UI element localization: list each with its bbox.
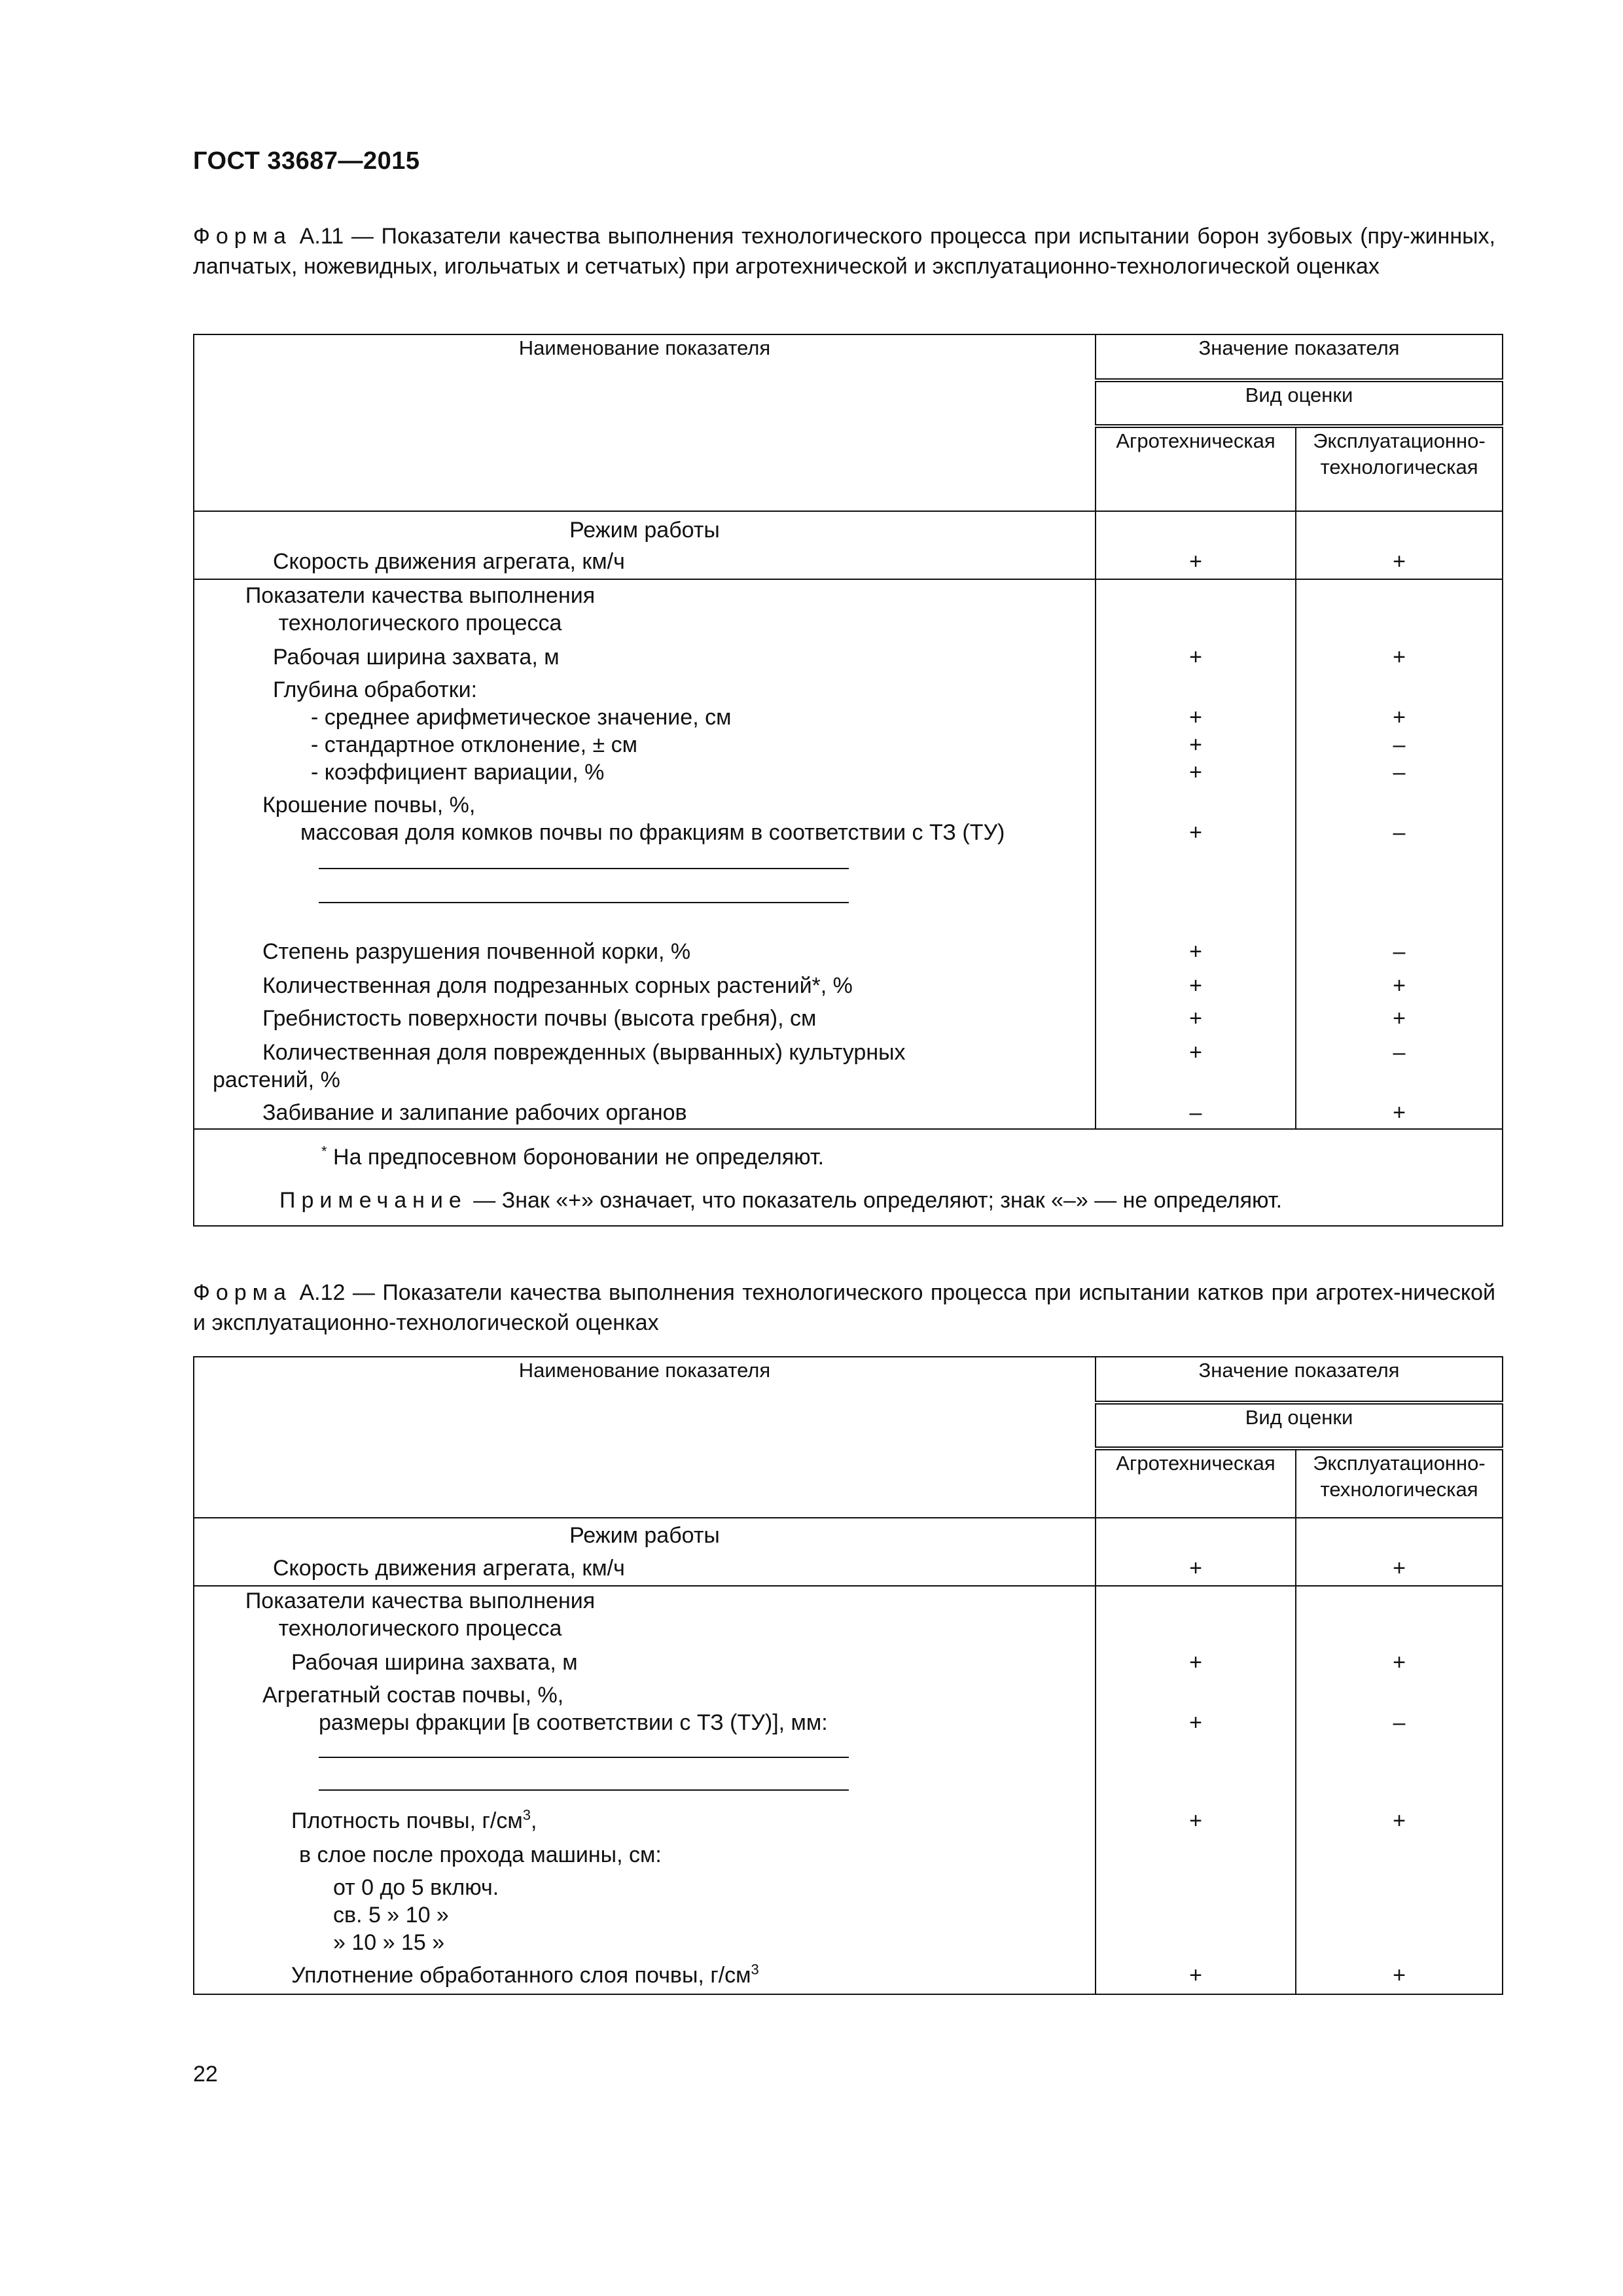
row-mark-expl: + <box>1393 549 1406 574</box>
row-mark-agro: + <box>1189 760 1202 785</box>
row-mark-agro: + <box>1189 1710 1202 1735</box>
col-header-expl <box>1296 1448 1503 1518</box>
mode-section-agro <box>1096 511 1296 579</box>
fill-in-line <box>319 1757 849 1758</box>
row-label: Глубина обработки: <box>273 677 478 702</box>
row-label: - среднее арифметическое значение, см <box>311 705 732 730</box>
footnote <box>321 1144 824 1170</box>
row-mark-expl: + <box>1393 973 1406 998</box>
row-label: Степень разрушения почвенной корки, % <box>262 939 691 964</box>
col-header-kind: Вид оценки <box>1096 380 1503 426</box>
quality-title-line2: технологического процесса <box>278 611 562 636</box>
quality-section-agro <box>1096 579 1296 1129</box>
row-mark-agro: + <box>1189 1040 1202 1065</box>
form-a12-caption-text: А.12 — Показатели качества выполнения технологического процесса при испытании катков при агротех-нической и эксплуатационно-технологической оценках <box>193 1280 1495 1335</box>
col-header-expl <box>1296 426 1503 511</box>
col-header-agro: Агротехническая <box>1096 1448 1296 1518</box>
col-header-expl-line2: технологическая <box>1320 1478 1478 1501</box>
row-label: Забивание и залипание рабочих органов <box>262 1100 687 1125</box>
row-mark-agro: + <box>1189 1650 1202 1675</box>
quality-section-agro <box>1096 1586 1296 1994</box>
row-mark-agro: + <box>1189 1556 1202 1581</box>
quality-section-name <box>194 1586 1096 1994</box>
mode-section-agro <box>1096 1518 1296 1586</box>
quality-title-line2: технологического процесса <box>278 1616 562 1641</box>
row-mark-expl: – <box>1393 939 1406 964</box>
note-word: Примечание <box>279 1188 467 1213</box>
col-header-kind: Вид оценки <box>1096 1403 1503 1448</box>
row-label-text: Уплотнение обработанного слоя почвы, г/см <box>291 1963 751 1988</box>
col-header-expl-line1: Эксплуатационно- <box>1313 429 1486 452</box>
row-mark-expl: + <box>1393 705 1406 730</box>
mode-title: Режим работы <box>569 518 720 543</box>
row-mark-agro: + <box>1189 732 1202 757</box>
row-mark-expl: + <box>1393 1556 1406 1581</box>
quality-section-expl <box>1296 1586 1503 1994</box>
row-mark-agro: + <box>1189 549 1202 574</box>
row-label: растений, % <box>213 1067 340 1092</box>
row-mark-expl: + <box>1393 1006 1406 1031</box>
row-label: размеры фракции [в соответствии с ТЗ (ТУ)], мм: <box>319 1710 828 1735</box>
row-mark-expl: – <box>1393 820 1406 845</box>
row-label: Количественная доля поврежденных (вырванных) культурных <box>262 1040 906 1065</box>
row-label <box>291 1962 759 1988</box>
row-mark-agro: + <box>1189 1963 1202 1988</box>
table-note <box>279 1187 1282 1213</box>
row-mark-expl: – <box>1393 1040 1406 1065</box>
form-a12-caption <box>193 1278 1495 1338</box>
row-label: Скорость движения агрегата, км/ч <box>273 549 625 574</box>
col-header-name: Наименование показателя <box>194 1357 1096 1518</box>
col-header-agro: Агротехническая <box>1096 426 1296 511</box>
row-label: - стандартное отклонение, ± см <box>311 732 638 757</box>
row-mark-agro: + <box>1189 820 1202 845</box>
form-a12-table <box>193 1356 1503 1995</box>
row-mark-expl: + <box>1393 1100 1406 1125</box>
mode-title: Режим работы <box>569 1523 720 1548</box>
quality-section-expl <box>1296 579 1503 1129</box>
row-label: Количественная доля подрезанных сорных растений*, % <box>262 973 853 998</box>
row-mark-agro: + <box>1189 1808 1202 1833</box>
form-a12-caption-word: Форма <box>193 1280 292 1305</box>
row-mark-agro: + <box>1189 973 1202 998</box>
row-label: - коэффициент вариации, % <box>311 760 605 785</box>
page-number: 22 <box>193 2062 218 2087</box>
row-label: Агрегатный состав почвы, %, <box>262 1683 564 1708</box>
row-label-suffix: , <box>530 1808 537 1833</box>
row-label: » 10 » 15 » <box>333 1930 445 1955</box>
mode-section-expl <box>1296 1518 1503 1586</box>
form-a11-caption-word: Форма <box>193 224 292 249</box>
row-label: массовая доля комков почвы по фракциям в соответствии с ТЗ (ТУ) <box>300 820 1005 845</box>
col-header-expl-line2: технологическая <box>1320 456 1478 478</box>
row-label: Гребнистость поверхности почвы (высота гребня), см <box>262 1006 817 1031</box>
fill-in-line <box>319 868 849 869</box>
row-label: Рабочая ширина захвата, м <box>291 1650 578 1675</box>
row-mark-expl: – <box>1393 732 1406 757</box>
superscript: 3 <box>751 1961 759 1978</box>
quality-title-line1: Показатели качества выполнения <box>245 583 596 608</box>
notes-cell <box>194 1129 1503 1226</box>
footnote-mark: * <box>321 1143 327 1160</box>
row-label: в слое после прохода машины, см: <box>299 1842 662 1867</box>
row-mark-expl: – <box>1393 1710 1406 1735</box>
fill-in-line <box>319 902 849 903</box>
mode-section-name <box>194 511 1096 579</box>
form-a11-caption <box>193 221 1495 281</box>
col-header-expl-line1: Эксплуатационно- <box>1313 1452 1486 1475</box>
superscript: 3 <box>522 1806 531 1823</box>
row-mark-expl: + <box>1393 1963 1406 1988</box>
row-label <box>291 1808 537 1834</box>
form-a11-table <box>193 334 1503 1227</box>
row-label: от 0 до 5 включ. <box>333 1875 499 1900</box>
row-mark-agro: – <box>1189 1100 1202 1125</box>
row-label: Рабочая ширина захвата, м <box>273 645 560 670</box>
note-text: — Знак «+» означает, что показатель определяют; знак «–» — не определяют. <box>467 1188 1283 1213</box>
row-mark-agro: + <box>1189 705 1202 730</box>
quality-section-name <box>194 579 1096 1129</box>
row-label: Крошение почвы, %, <box>262 793 476 817</box>
footnote-text: На предпосевном бороновании не определяют. <box>333 1145 825 1170</box>
row-mark-agro: + <box>1189 1006 1202 1031</box>
fill-in-line <box>319 1789 849 1791</box>
row-mark-agro: + <box>1189 939 1202 964</box>
col-header-value: Значение показателя <box>1096 334 1503 380</box>
row-mark-expl: + <box>1393 645 1406 670</box>
quality-title-line1: Показатели качества выполнения <box>245 1588 596 1613</box>
row-label-text: Плотность почвы, г/см <box>291 1808 523 1833</box>
row-label: Скорость движения агрегата, км/ч <box>273 1556 625 1581</box>
row-label: св. 5 » 10 » <box>333 1903 449 1928</box>
row-mark-expl: + <box>1393 1808 1406 1833</box>
mode-section-expl <box>1296 511 1503 579</box>
document-header: ГОСТ 33687—2015 <box>193 147 420 175</box>
row-mark-expl: + <box>1393 1650 1406 1675</box>
col-header-value: Значение показателя <box>1096 1357 1503 1403</box>
mode-section-name <box>194 1518 1096 1586</box>
col-header-name: Наименование показателя <box>194 334 1096 511</box>
form-a11-caption-text: А.11 — Показатели качества выполнения технологического процесса при испытании борон зубовых (пру-жинных, лапчатых, ножевидных, игольчатых и сетчатых) при агротехнической и эксплуатационно-технологической оценках <box>193 224 1495 279</box>
row-mark-agro: + <box>1189 645 1202 670</box>
row-mark-expl: – <box>1393 760 1406 785</box>
